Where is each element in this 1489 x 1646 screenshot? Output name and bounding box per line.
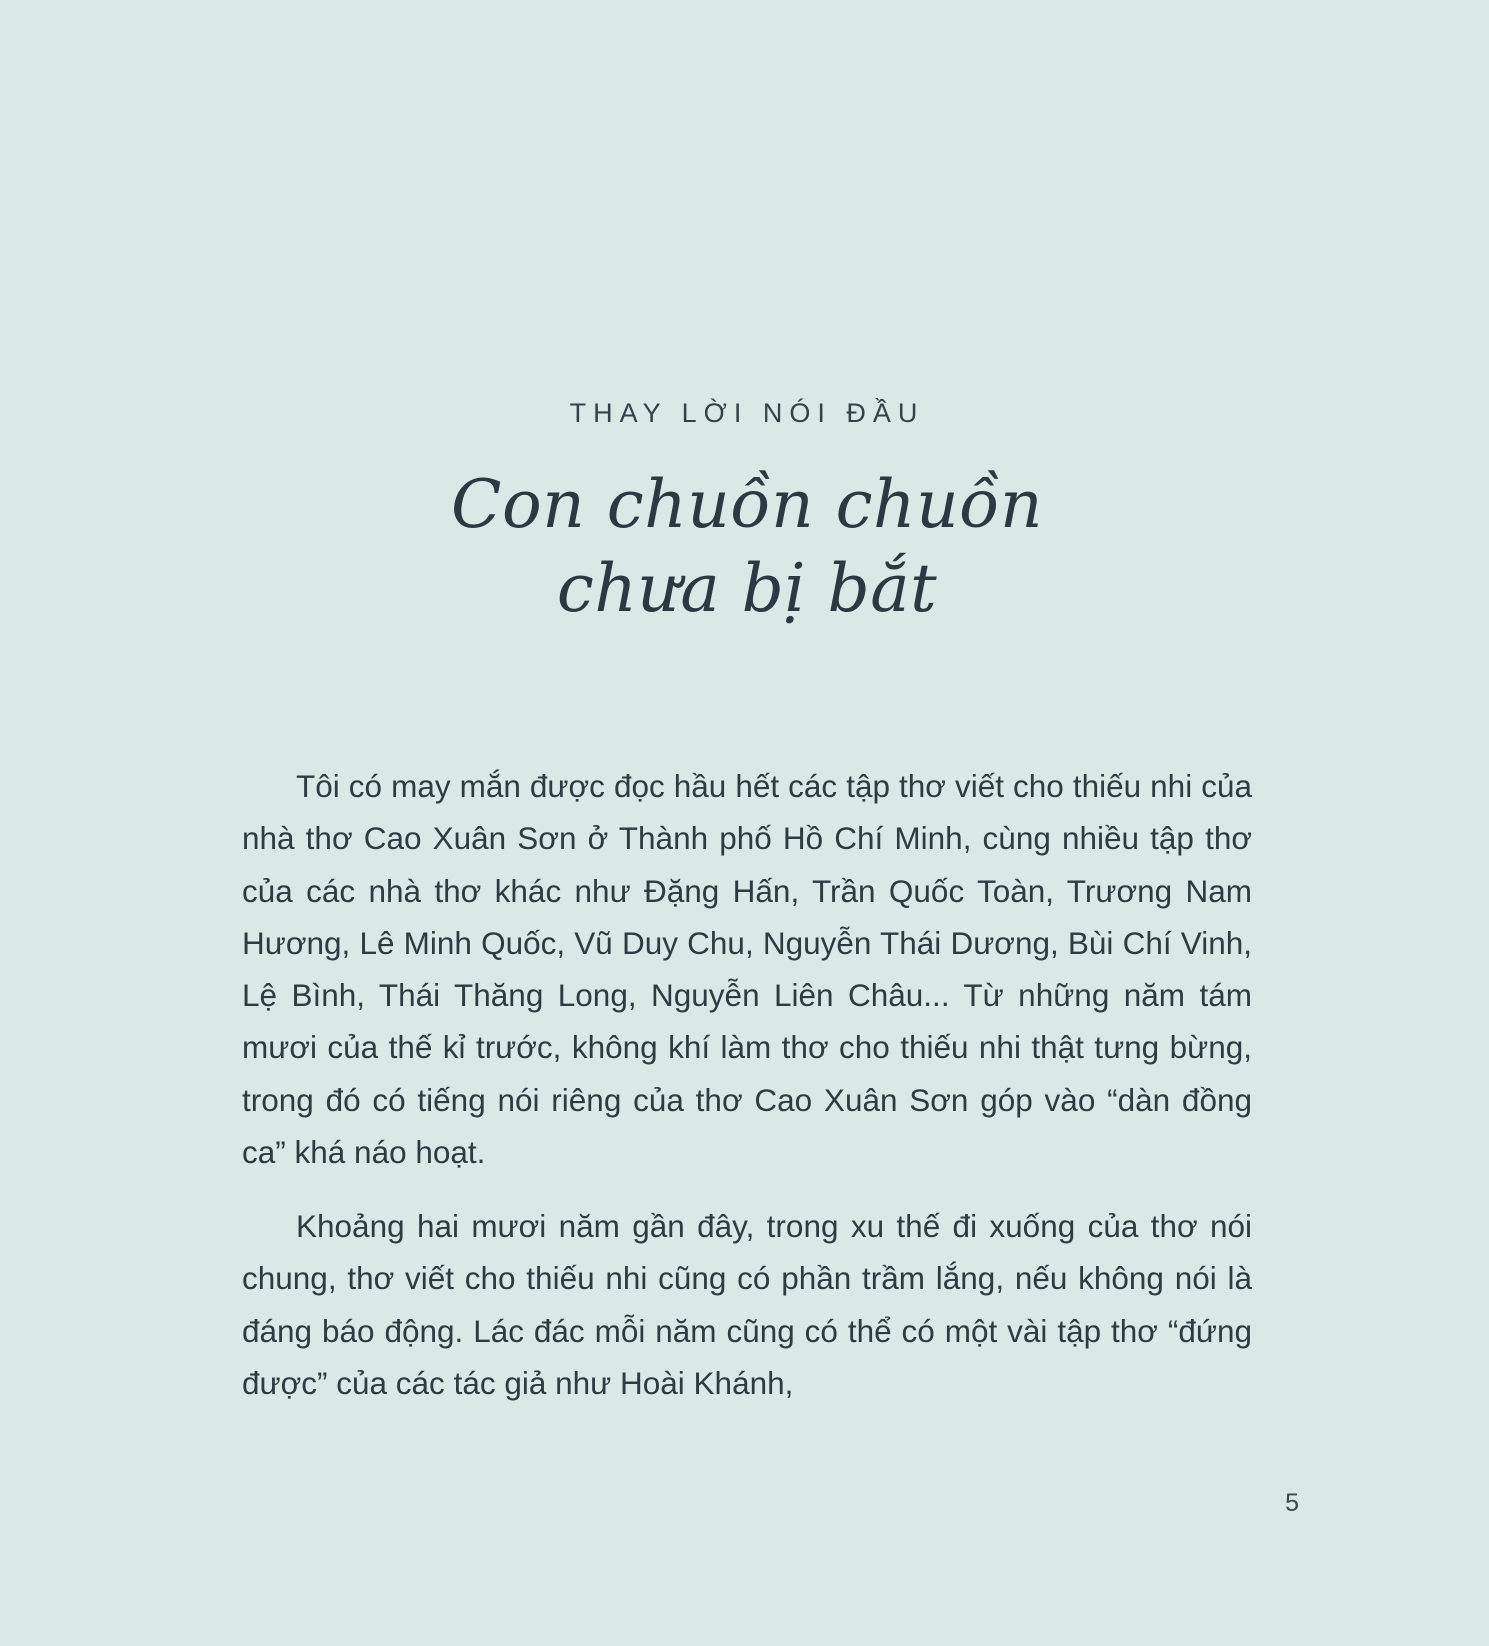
paragraph-1: Tôi có may mắn được đọc hầu hết các tập thơ viết cho thiếu nhi của nhà thơ Cao Xuân Sơn ở Thành phố Hồ Chí Minh, cùng nhiều tập thơ của các nhà thơ khác như Đặng Hấn, Trần Quốc Toàn, Trương Nam Hương, Lê Minh Quốc, Vũ Duy Chu, Nguyễn Thái Dương, Bùi Chí Vinh, Lệ Bình, Thái Thăng Long, Nguyễn Liên Châu... Từ những năm tám mươi của thế kỉ trước, không khí làm thơ cho thiếu nhi thật tưng bừng, trong đó có tiếng nói riêng của thơ Cao Xuân Sơn góp vào “dàn đồng ca” khá náo hoạt.: [242, 767, 1252, 1170]
page-title-line-2: chưa bị bắt: [556, 550, 938, 628]
page-number: 5: [1285, 1489, 1299, 1517]
page-title: [242, 463, 1252, 632]
body-text: [242, 760, 1252, 1409]
page-content: [242, 0, 1252, 1409]
paragraph-2: Khoảng hai mươi năm gần đây, trong xu thế đi xuống của thơ nói chung, thơ viết cho thiếu nhi cũng có phần trầm lắng, nếu không nói là đáng báo động. Lác đác mỗi năm cũng có thể có một vài tập thơ “đứng được” của các tác giả như Hoài Khánh,: [242, 1208, 1252, 1402]
page-title-line-1: Con chuồn chuồn: [451, 466, 1043, 543]
section-eyebrow: THAY LỜI NÓI ĐẦU: [569, 398, 925, 428]
